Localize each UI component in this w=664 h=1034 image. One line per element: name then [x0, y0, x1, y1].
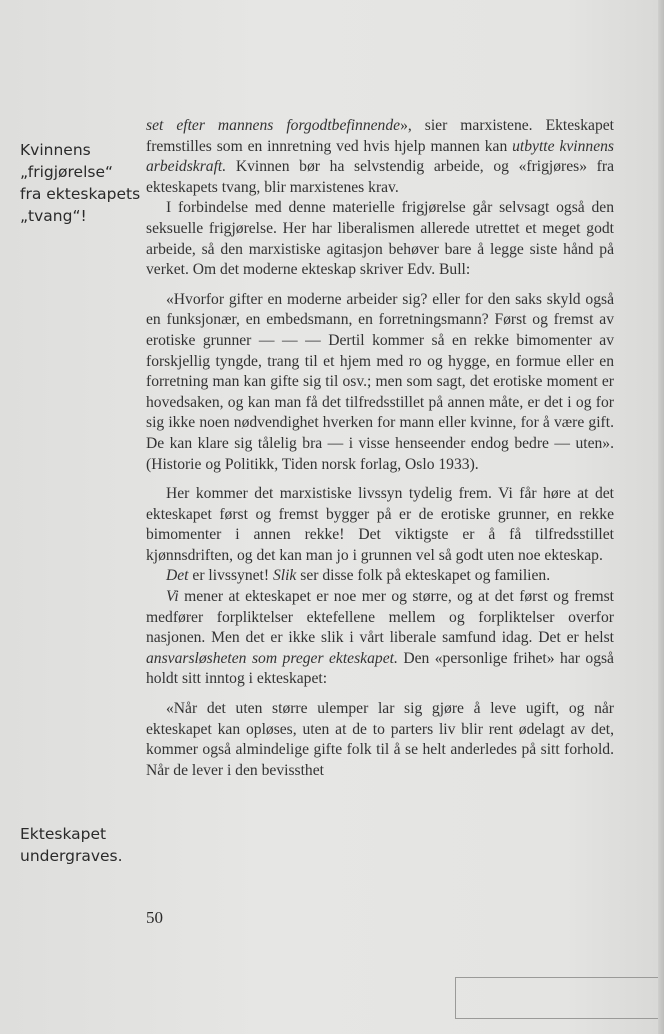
margin-note-line: fra ekteskapets	[20, 185, 141, 203]
paragraph-3: Her kommer det marxistiske livssyn tydelig frem. Vi får høre at det ekteskapet først og fremst bygger på er de erotiske grunner, en rekke bimomenter i annen rekke! Det viktigste er å få tilfredsstillet kjønnsdriften, og det kan man jo i grunnen vel så godt uten noe ekteskap.	[146, 485, 614, 564]
text-run: », sier marxistene. Ekteskapet fremstilles som en innretning ved hvis hjelp mannen kan	[146, 117, 614, 155]
italic-phrase: Det	[166, 567, 189, 585]
margin-note-line: „frigjørelse“	[20, 163, 114, 181]
italic-phrase: Vi	[166, 588, 179, 606]
text-run: ser disse folk på ekteskapet og familien.	[296, 567, 551, 585]
quote-ekteskap: «Når det uten større ulemper lar sig gjøre å leve ugift, og når ekteskapet kan opløses, uten at de to parters liv blir rent ødelagt av det, kommer også almindelige gifte folk til å se helt anderledes på sitt forhold. Når de lever i den bevissthet	[146, 700, 614, 779]
scan-frame-box	[455, 977, 658, 1019]
paragraph-5	[146, 587, 614, 690]
quote-edv-bull: «Hvorfor gifter en moderne arbeider sig? eller for den saks skyld også en funksjonær, en embedsmann, en forretningsmann? Først og fremst av erotiske grunner — — — Dertil kommer så en rekke bimomenter av forskjellig tyngde, trang til et hjem med ro og hygge, en formue eller en forretning man kan gifte sig til osv.; men som sagt, det erotiske moment er hovedsaken, og kan man få det tilfredsstillet på annen måte, er det i og for sig ikke noen nødvendighet hverken for mann eller kvinne, for å være gift. De kan klare sig tålelig bra — i visse henseender endog bedre — uten». (Historie og Politikk, Tiden norsk forlag, Oslo 1933).	[146, 290, 614, 473]
italic-phrase: ansvarsløsheten som preger ekteskapet.	[146, 649, 398, 667]
text-run: Den «personlige frihet» har også holdt sitt inntog i ekteskapet:	[146, 649, 614, 688]
margin-note-kvinnens-frigjorelse	[20, 139, 140, 227]
margin-note-line: Ekteskapet	[20, 825, 107, 843]
italic-phrase: set efter mannens forgodtbefinnende	[146, 117, 401, 134]
text-run: mener at ekteskapet er noe mer og større, og at det først og fremst medfører forpliktelser ektefellene mellem og forpliktelser overfor nasjonen. Men det er ikke slik i vårt liberale samfund idag. Det er helst	[146, 588, 614, 647]
italic-phrase: utbytte kvinnens arbeidskraft.	[146, 137, 614, 176]
main-text-column	[146, 116, 614, 781]
paragraph-2: I forbindelse med denne materielle frigjørelse går selvsagt også den seksuelle frigjørelse. Her har liberalismen allerede utrettet et meget godt arbeide, så den marxistiske agitasjon behøver bare å legge siste hånd på verket. Om det moderne ekteskap skriver Edv. Bull:	[146, 199, 614, 279]
margin-note-ekteskapet	[20, 823, 123, 867]
text-run: Kvinnen bør ha selvstendig arbeide, og «frigjøres» fra ekteskapets tvang, blir marxistenes krav.	[146, 158, 614, 196]
paragraph-4	[146, 566, 614, 587]
italic-phrase: Slik	[272, 567, 297, 585]
paragraph-1	[146, 116, 614, 198]
margin-note-line: Kvinnens	[20, 141, 91, 159]
text-run: er livssynet!	[188, 567, 273, 585]
page-edge	[658, 0, 664, 1034]
page-number: 50	[146, 908, 163, 927]
margin-note-line: undergraves.	[20, 847, 123, 865]
margin-note-line: „tvang“!	[20, 207, 87, 225]
